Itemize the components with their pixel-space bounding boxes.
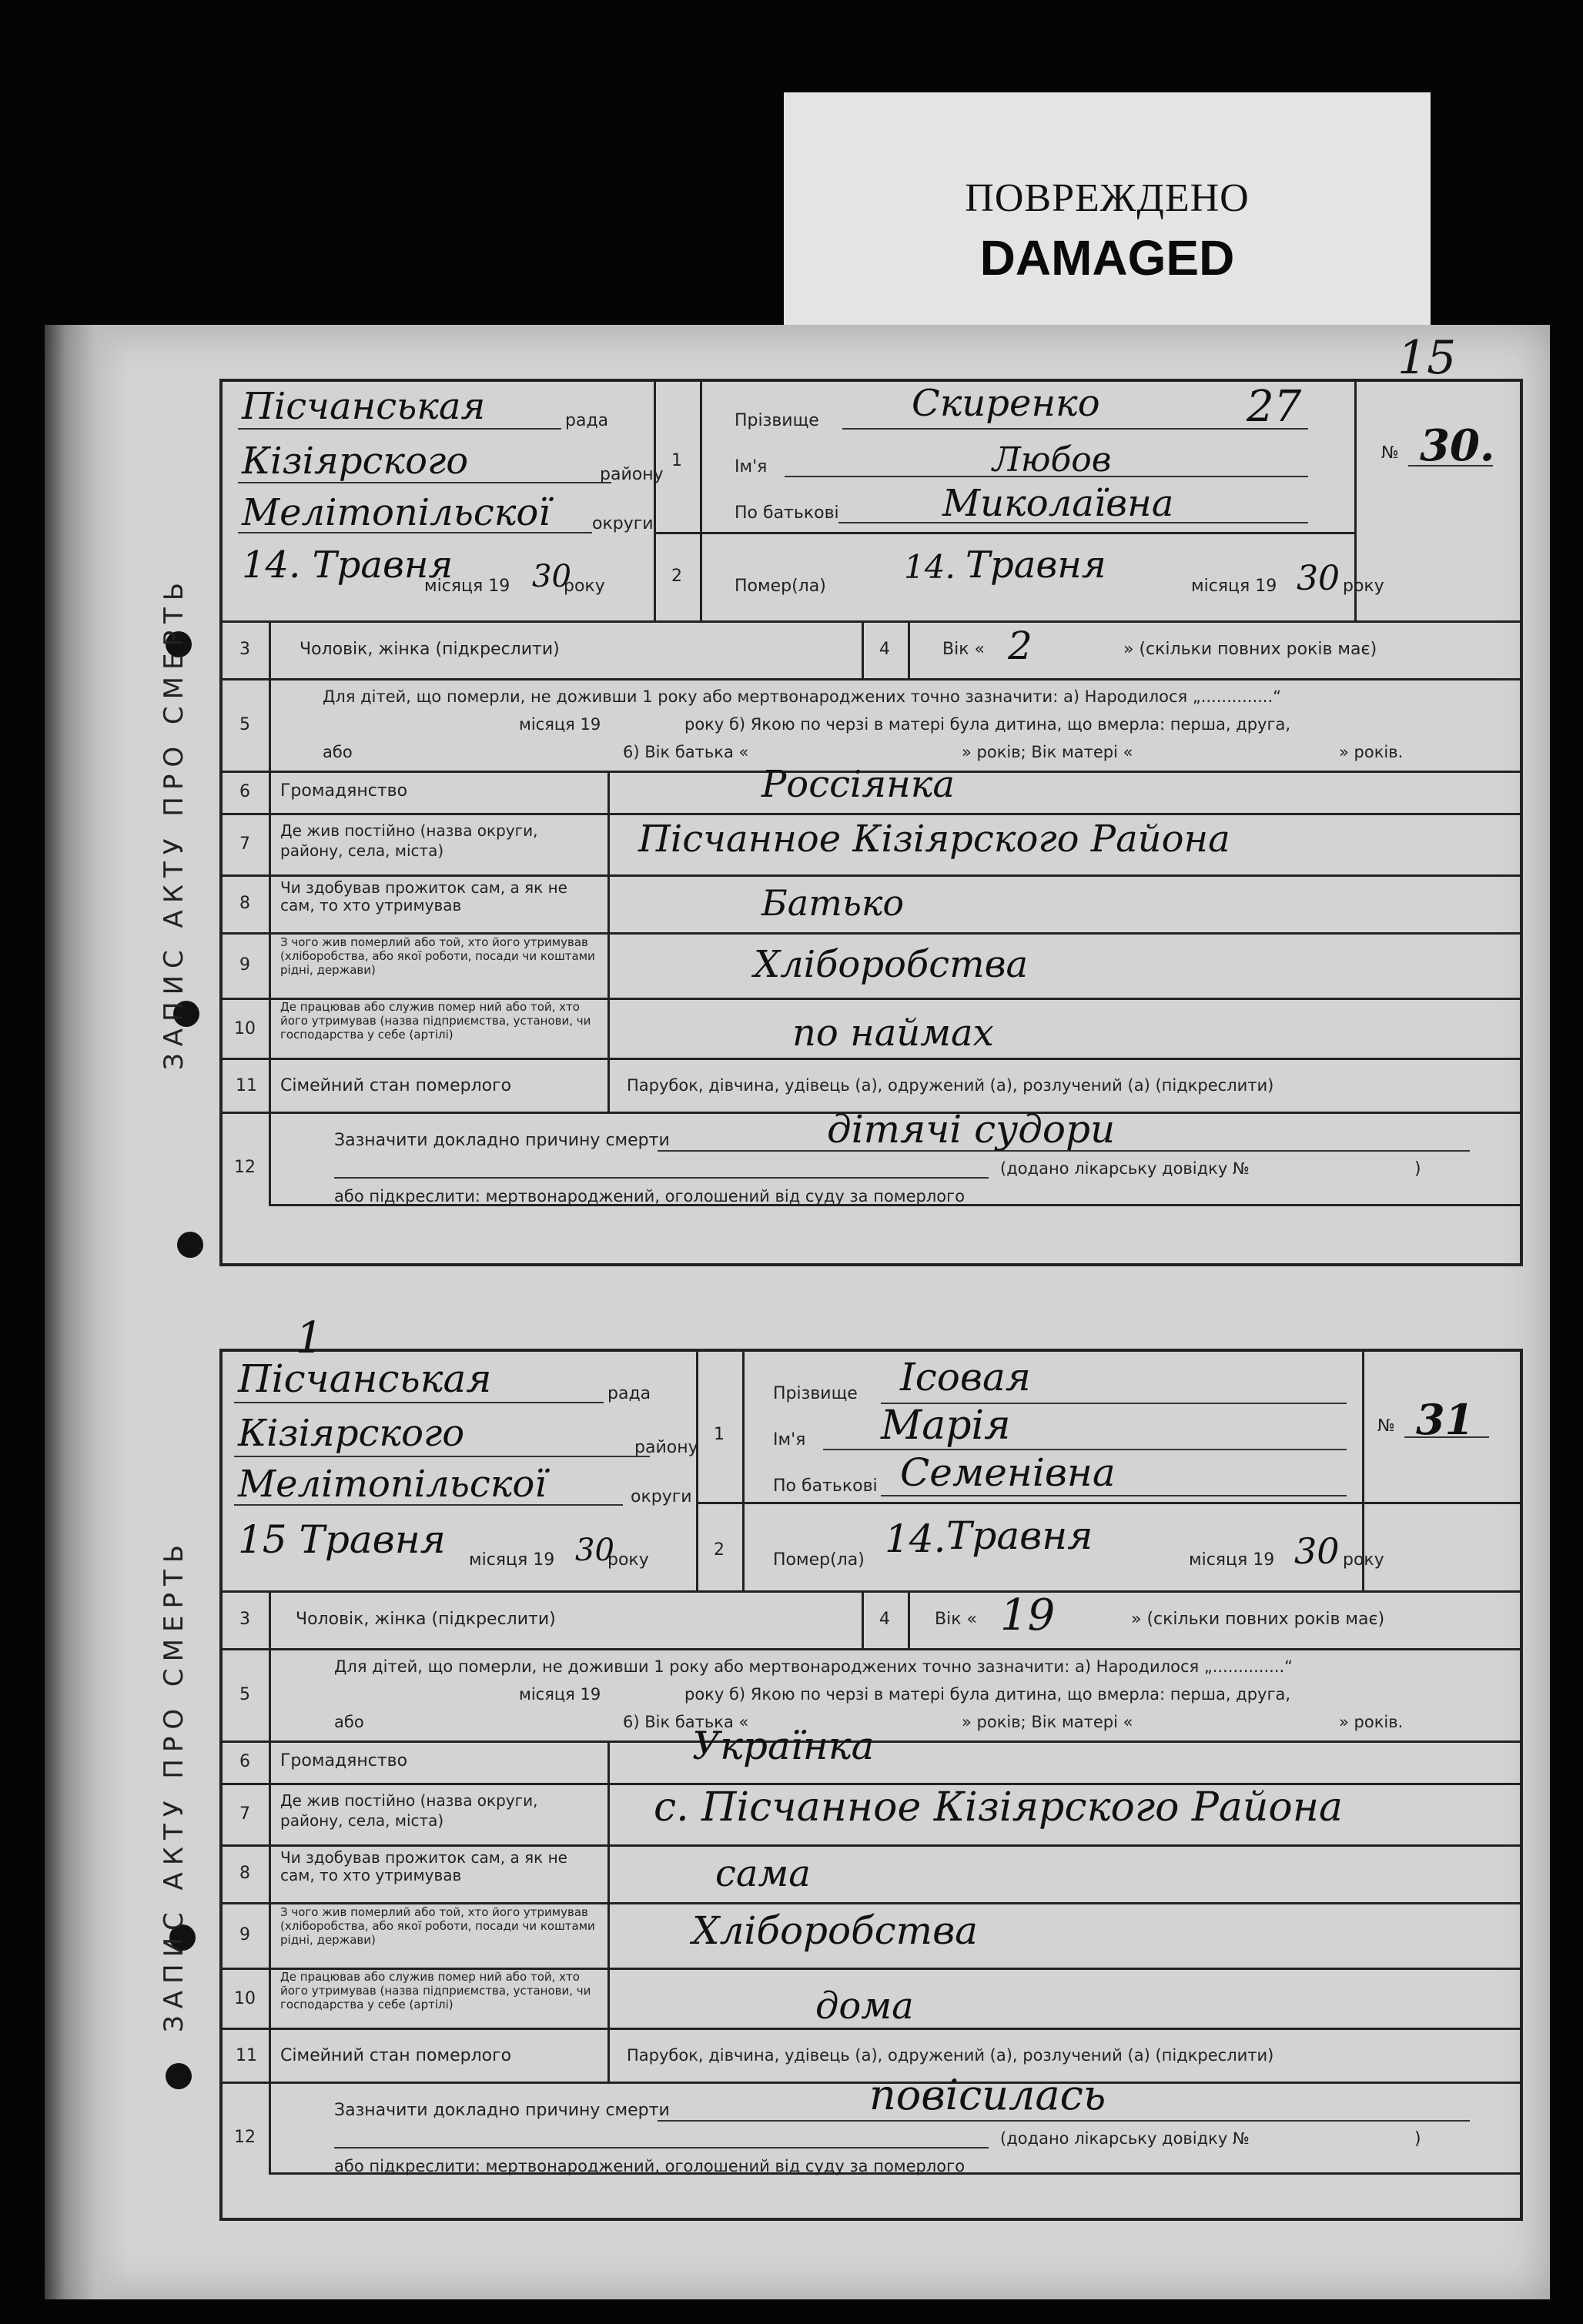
cause-label: Зазначити докладно причину смерти	[334, 2101, 670, 2120]
age-handwritten: 2	[1008, 624, 1032, 668]
death-date-label: Помер(ла)	[773, 1550, 865, 1570]
death-year-label: року	[1343, 577, 1384, 596]
surname-handwritten: Ісовая	[900, 1355, 1031, 1399]
supported-by-label: Чи здобував прожиток сам, а як не сам, то хто утримував	[280, 1848, 567, 1884]
cause-handwritten: дітячі судори	[827, 1107, 1116, 1152]
row-infant-info: 5 Для дітей, що померли, не доживши 1 року або мертвонароджених точно зазначити: а) Народилося „..............“ місяця 19 року б) Якою по черзі в матері була дитина, що вмерла: перша, друга, або 6) Вік батька « » років; Вік матері « » років.	[223, 1648, 1520, 1743]
workplace-label: Де працював або служив помер ний або той, хто його утримував (назва підприємства, установи, чи господарства у себе (артілі)	[280, 1000, 591, 1042]
sex-label: Чоловік, жінка (підкреслити)	[296, 1610, 556, 1629]
death-year-handwritten: 30	[1297, 559, 1340, 598]
raion-handwritten: Кізіярского	[238, 1412, 465, 1455]
patronymic-label: По батькові	[773, 1476, 878, 1496]
infant-month-label: місяця 19	[519, 1685, 601, 1704]
medical-cert-close: )	[1414, 2129, 1421, 2148]
cause-label: Зазначити докладно причину смерти	[334, 1131, 670, 1150]
damaged-label-en: DAMAGED	[979, 230, 1235, 286]
mother-age-label: » років; Вік матері «	[962, 743, 1133, 761]
infant-or-label: або	[323, 743, 353, 761]
raion-label: району	[600, 465, 664, 484]
record-number-handwritten: 31	[1416, 1395, 1474, 1444]
registration-year-handwritten: 30	[575, 1533, 614, 1568]
first-mark-handwritten: 1	[296, 1313, 323, 1363]
infant-line-1: Для дітей, що померли, не доживши 1 року або мертвонароджених точно зазначити: а) Народилося „..............“	[323, 687, 1282, 706]
row-sex-age: 3 Чоловік, жінка (підкреслити) 4 Вік « 19 » (скільки повних років має)	[223, 1590, 1520, 1650]
registration-year-label: року	[607, 1550, 649, 1570]
record-header: 1 2 Пісчанськая рада Кізіярского району Мелітопільскої округи 14. Травня місяця 19 30 року Прізвище Скиренко 27 Ім'я Любов По батькові Миколаївна № 30. Помер(ла) 14. Травня місяця 19 30 року	[223, 382, 1520, 623]
name-label: Ім'я	[735, 457, 768, 477]
side-title: ЗАПИС АКТУ ПРО СМЕРТЬ	[159, 575, 189, 1070]
workplace-handwritten: по наймах	[792, 1012, 994, 1055]
surname-label: Прізвище	[773, 1384, 858, 1403]
raion-label: району	[634, 1438, 698, 1457]
name-label: Ім'я	[773, 1430, 806, 1450]
patronymic-label: По батькові	[735, 503, 839, 523]
medical-cert-close: )	[1414, 1159, 1421, 1179]
father-age-label: 6) Вік батька «	[623, 1713, 749, 1731]
row-workplace: 10 Де працював або служив помер ний або той, хто його утримував (назва підприємства, установи, чи господарства у себе (артілі) по наймах	[223, 998, 1520, 1060]
registration-date-handwritten: 15 Травня	[238, 1517, 446, 1562]
death-day-handwritten: 14.	[904, 548, 955, 586]
livelihood-label: З чого жив померлий або той, хто його утримував (хліборобства, або якої роботи, посади чи коштами рідні, держави)	[280, 935, 595, 977]
infant-line-2: року б) Якою по черзі в матері була дитина, що вмерла: перша, друга,	[684, 1685, 1291, 1704]
record-number-handwritten: 30.	[1420, 420, 1495, 471]
supported-by-handwritten: Батько	[761, 882, 905, 924]
registration-year-label: року	[564, 577, 605, 596]
death-record-2	[159, 1313, 1523, 2221]
number-note-handwritten: 27	[1247, 382, 1302, 432]
death-day-handwritten: 14.	[885, 1516, 946, 1561]
age-suffix: » (скільки повних років має)	[1123, 640, 1377, 659]
row-marital: 11 Сімейний стан померлого Парубок, дівчина, удівець (а), одружений (а), розлучений (а) (підкреслити)	[223, 2028, 1520, 2084]
death-month-label: місяця 19	[1191, 577, 1277, 596]
infant-line-2: року б) Якою по черзі в матері була дитина, що вмерла: перша, друга,	[684, 715, 1291, 734]
surname-handwritten: Скиренко	[912, 382, 1100, 425]
residence-label: Де жив постійно (назва округи, району, села, міста)	[280, 821, 538, 860]
livelihood-handwritten: Хліборобства	[692, 1908, 978, 1953]
livelihood-handwritten: Хліборобства	[754, 943, 1029, 986]
age-label: Вік «	[942, 640, 985, 659]
name-handwritten: Марія	[881, 1403, 1011, 1449]
patronymic-handwritten: Семенівна	[900, 1450, 1116, 1495]
record-header: 1 2 Пісчанськая рада Кізіярского району Мелітопільскої округи 15 Травня місяця 19 30 року Прізвище Ісовая Ім'я Марія По батькові Семенівна № 31 Помер(ла) 14. Травня місяця 19 30 року	[223, 1352, 1520, 1593]
name-handwritten: Любов	[992, 440, 1112, 480]
death-month-handwritten: Травня	[946, 1513, 1093, 1558]
age-suffix: » (скільки повних років має)	[1131, 1610, 1385, 1629]
stillborn-label: або підкреслити: мертвонароджений, оголошений від суду за померлого	[334, 2157, 966, 2175]
row-livelihood: 9 З чого жив померлий або той, хто його утримував (хліборобства, або якої роботи, посади чи коштами рідні, держави) Хліборобства	[223, 932, 1520, 1000]
citizenship-label: Громадянство	[280, 1751, 408, 1771]
okruha-handwritten: Мелітопільскої	[242, 491, 551, 534]
marital-options: Парубок, дівчина, удівець (а), одружений (а), розлучений (а) (підкреслити)	[627, 1076, 1274, 1095]
row-residence: 7 Де жив постійно (назва округи, району, села, міста) с. Пісчанное Кізіярского Района	[223, 1783, 1520, 1847]
okruha-handwritten: Мелітопільскої	[238, 1463, 547, 1506]
row-citizenship: 6 Громадянство Українка	[223, 1740, 1520, 1785]
infant-or-label: або	[334, 1713, 364, 1731]
row-livelihood: 9 З чого жив померлий або той, хто його утримував (хліборобства, або якої роботи, посади чи коштами рідні, держави) Хліборобства	[223, 1902, 1520, 1970]
infant-line-1: Для дітей, що померли, не доживши 1 року або мертвонароджених точно зазначити: а) Народилося „..............“	[334, 1657, 1294, 1676]
sex-label: Чоловік, жінка (підкреслити)	[300, 640, 560, 659]
residence-handwritten: с. Пісчанное Кізіярского Района	[654, 1784, 1343, 1831]
age-label: Вік «	[935, 1610, 977, 1629]
side-title: ЗАПИС АКТУ ПРО СМЕРТЬ	[159, 1537, 189, 2032]
death-month-label: місяця 19	[1189, 1550, 1275, 1570]
damaged-left-edge	[45, 325, 129, 2299]
number-label: №	[1381, 443, 1399, 463]
rada-handwritten: Пісчанськая	[238, 1356, 492, 1401]
raion-handwritten: Кізіярского	[242, 440, 469, 483]
row-cause: 12 Зазначити докладно причину смерти повісилась (додано лікарську довідку № ) або підкреслити: мертвонароджений, оголошений від суду за померлого	[223, 2082, 1520, 2216]
number-label: №	[1377, 1416, 1395, 1436]
citizenship-label: Громадянство	[280, 781, 408, 801]
marital-label: Сімейний стан померлого	[280, 1076, 512, 1095]
infant-month-label: місяця 19	[519, 715, 601, 734]
damaged-label-ua: ПОВРЕЖДЕНО	[965, 176, 1250, 220]
death-date-label: Помер(ла)	[735, 577, 826, 596]
registration-month-label: місяця 19	[424, 577, 510, 596]
okruhy-label: округи	[592, 514, 654, 533]
age-handwritten: 19	[1000, 1590, 1056, 1640]
supported-by-handwritten: сама	[715, 1852, 811, 1895]
stillborn-label: або підкреслити: мертвонароджений, оголошений від суду за померлого	[334, 1187, 966, 1205]
page-number: 15	[1397, 331, 1457, 385]
workplace-handwritten: дома	[815, 1985, 914, 2028]
death-year-handwritten: 30	[1294, 1530, 1340, 1572]
row-residence: 7 Де жив постійно (назва округи, району, села, міста) Пісчанное Кізіярского Района	[223, 813, 1520, 877]
marital-label: Сімейний стан померлого	[280, 2046, 512, 2065]
supported-by-label: Чи здобував прожиток сам, а як не сам, то хто утримував	[280, 878, 567, 915]
patronymic-handwritten: Миколаївна	[942, 482, 1174, 525]
citizenship-handwritten: Українка	[692, 1724, 875, 1768]
row-marital: 11 Сімейний стан померлого Парубок, дівчина, удівець (а), одружений (а), розлучений (а) (підкреслити)	[223, 1058, 1520, 1114]
rada-handwritten: Пісчанськая	[242, 385, 486, 428]
mother-age-suffix: » років.	[1339, 743, 1404, 761]
medical-cert-label: (додано лікарську довідку №	[1000, 1159, 1250, 1178]
rada-label: рада	[607, 1384, 651, 1403]
row-citizenship: 6 Громадянство Россіянка	[223, 771, 1520, 815]
marital-options: Парубок, дівчина, удівець (а), одружений (а), розлучений (а) (підкреслити)	[627, 2046, 1274, 2065]
rada-label: рада	[565, 411, 609, 430]
mother-age-label: » років; Вік матері «	[962, 1713, 1133, 1731]
mother-age-suffix: » років.	[1339, 1713, 1404, 1731]
medical-cert-label: (додано лікарську довідку №	[1000, 2129, 1250, 2148]
registration-date-handwritten: 14. Травня	[242, 543, 453, 587]
father-age-label: 6) Вік батька «	[623, 743, 749, 761]
livelihood-label: З чого жив померлий або той, хто його утримував (хліборобства, або якої роботи, посади чи коштами рідні, держави)	[280, 1905, 595, 1947]
death-record-1	[159, 379, 1523, 1266]
surname-label: Прізвище	[735, 411, 819, 430]
death-month-handwritten: Травня	[966, 543, 1106, 587]
row-cause: 12 Зазначити докладно причину смерти дітячі судори (додано лікарську довідку № ) або підкреслити: мертвонароджений, оголошений від суду за померлого	[223, 1112, 1520, 1260]
registration-month-label: місяця 19	[469, 1550, 555, 1570]
row-supported-by: 8 Чи здобував прожиток сам, а як не сам, то хто утримував Батько	[223, 874, 1520, 935]
residence-label: Де жив постійно (назва округи, району, села, міста)	[280, 1791, 538, 1830]
row-workplace: 10 Де працював або служив помер ний або той, хто його утримував (назва підприємства, установи, чи господарства у себе (артілі) дома	[223, 1968, 1520, 2030]
registration-year-handwritten: 30	[532, 559, 571, 594]
damaged-label-card	[784, 92, 1431, 339]
okruhy-label: округи	[631, 1487, 692, 1506]
citizenship-handwritten: Россіянка	[761, 763, 955, 806]
death-year-label: року	[1343, 1550, 1384, 1570]
residence-handwritten: Пісчанное Кізіярского Района	[638, 818, 1230, 861]
cause-handwritten: повісилась	[869, 2071, 1106, 2119]
row-sex-age: 3 Чоловік, жінка (підкреслити) 4 Вік « 2 » (скільки повних років має)	[223, 620, 1520, 680]
row-supported-by: 8 Чи здобував прожиток сам, а як не сам, то хто утримував сама	[223, 1844, 1520, 1904]
workplace-label: Де працював або служив помер ний або той, хто його утримував (назва підприємства, установи, чи господарства у себе (артілі)	[280, 1970, 591, 2011]
row-infant-info: 5 Для дітей, що померли, не доживши 1 року або мертвонароджених точно зазначити: а) Народилося „..............“ місяця 19 року б) Якою по черзі в матері була дитина, що вмерла: перша, друга, або 6) Вік батька « » років; Вік матері « » років.	[223, 678, 1520, 773]
